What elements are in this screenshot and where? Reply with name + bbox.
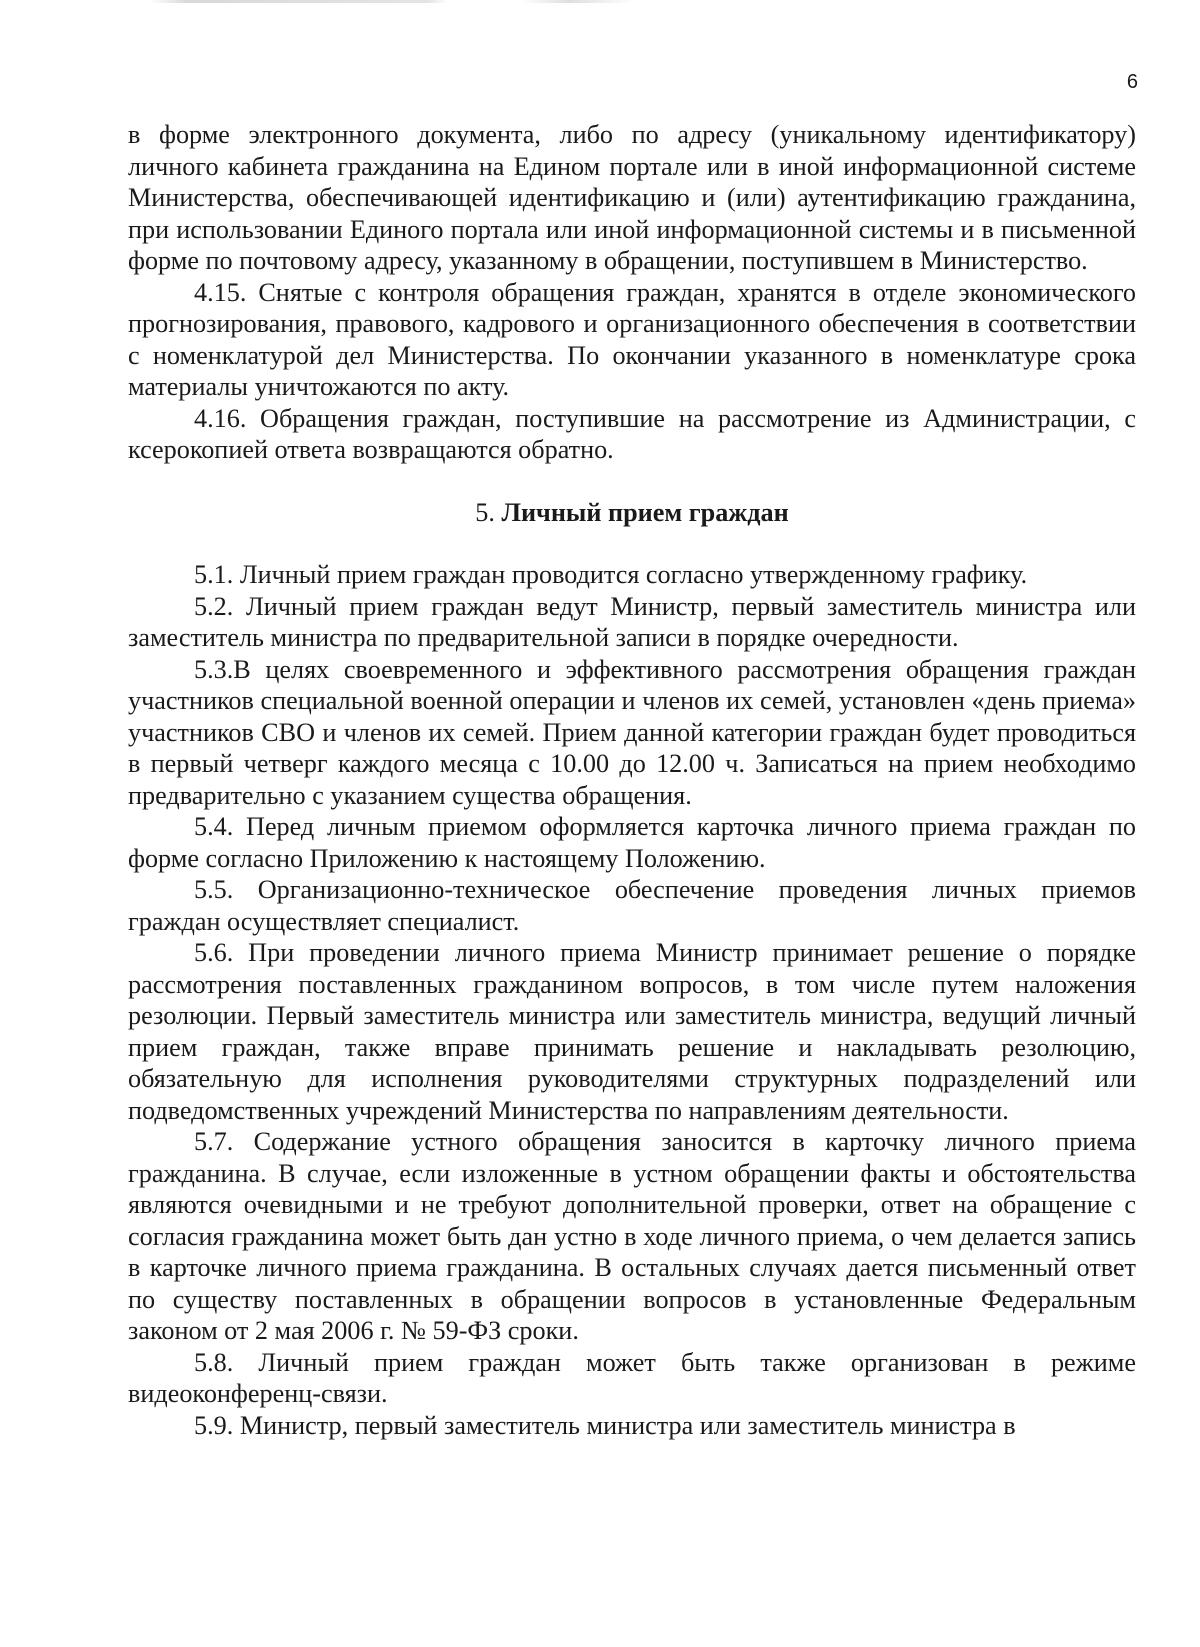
paragraph-4-16: 4.16. Обращения граждан, поступившие на рассмотрение из Администрации, с ксерокопией ответа возвращаются обратно. — [128, 403, 1136, 464]
paragraph-5-4: 5.4. Перед личным приемом оформляется карточка личного приема граждан по форме согласно Приложению к настоящему Положению. — [128, 812, 1136, 873]
section-title: Личный прием граждан — [501, 497, 789, 527]
page-number: 6 — [1126, 71, 1138, 93]
paragraph-4-15: 4.15. Снятые с контроля обращения граждан, хранятся в отделе экономического прогнозирования, правового, кадрового и организационного обеспечения в соответствии с номенклатурой дел Министерства. По окончании указанного в номенклатуре срока материалы уничтожаются по акту. — [128, 277, 1136, 401]
paragraph-5-1: 5.1. Личный прием граждан проводится согласно утвержденному графику. — [194, 560, 1028, 589]
paragraph-5-9: 5.9. Министр, первый заместитель министра или заместитель министра в — [194, 1410, 1016, 1440]
paragraph-5-7: 5.7. Содержание устного обращения заносится в карточку личного приема гражданина. В случае, если изложенные в устном обращении факты и обстоятельства являются очевидными и не требуют дополнительной проверки, ответ на обращение с согласия гражданина может быть дан устно в ходе личного приема, о чем делается запись в карточке личного приема гражданина. В остальных случаях дается письменный ответ по существу поставленных в обращении вопросов в установленные Федеральным законом от 2 мая 2006 г. № 59-ФЗ сроки. — [128, 1127, 1136, 1345]
paragraph-5-8: 5.8. Личный прием граждан может быть также организован в режиме видеоконференц-связи. — [128, 1347, 1136, 1408]
section-number: 5. — [475, 497, 495, 527]
section-heading — [128, 497, 1136, 529]
paragraph-5-2: 5.2. Личный прием граждан ведут Министр, первый заместитель министра или заместитель министра по предварительной записи в порядке очередности. — [128, 591, 1136, 652]
paragraph-5-3: 5.3.В целях своевременного и эффективного рассмотрения обращения граждан участников специальной военной операции и членов их семей, установлен «день приема» участников СВО и членов их семей. Прием данной категории граждан будет проводиться в первый четверг каждого месяца с 10.00 до 12.00 ч. Записаться на прием необходимо предварительно с указанием существа обращения. — [128, 654, 1136, 810]
paragraph-continuation: в форме электронного документа, либо по адресу (уникальному идентификатору) личного кабинета гражданина на Едином портале или в иной информационной системе Министерства, обеспечивающей идентификацию и (или) аутентификацию гражданина, при использовании Единого портала или иной информационной системы и в письменной форме по почтовому адресу, указанному в обращении, поступившем в Министерство. — [128, 120, 1136, 275]
paragraph-5-5: 5.5. Организационно-техническое обеспечение проведения личных приемов граждан осуществляет специалист. — [128, 875, 1136, 936]
document-body — [128, 119, 1136, 1441]
scan-edge-artifact — [150, 0, 1080, 3]
paragraph-5-6: 5.6. При проведении личного приема Министр принимает решение о порядке рассмотрения поставленных гражданином вопросов, в том числе путем наложения резолюции. Первый заместитель министра или заместитель министра, ведущий личный прием граждан, также вправе принимать решение и накладывать резолюцию, обязательную для исполнения руководителями структурных подразделений или подведомственных учреждений Министерства по направлениям деятельности. — [128, 938, 1136, 1125]
